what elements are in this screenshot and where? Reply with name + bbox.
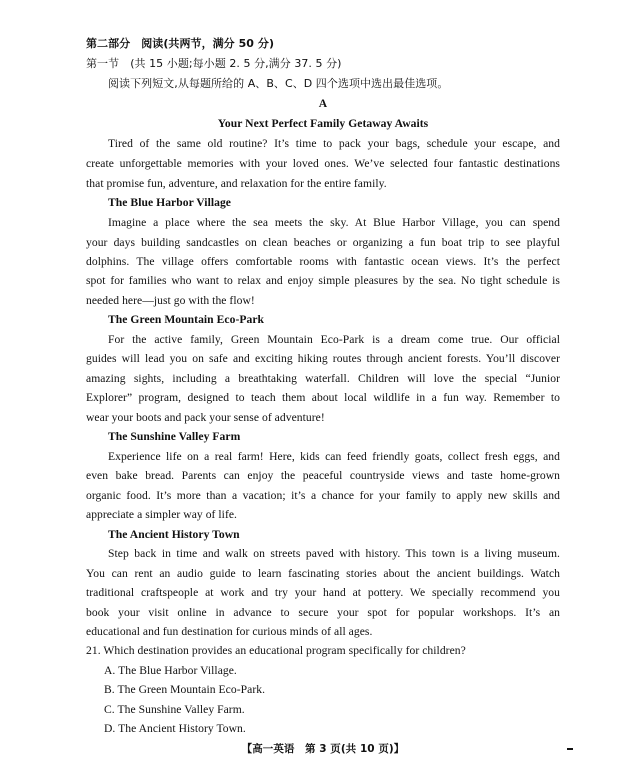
passage-title: Your Next Perfect Family Getaway Awaits [217, 117, 429, 130]
destination-heading: The Blue Harbor Village [108, 196, 231, 209]
paragraph-line: Experience life on a real farm! Here, kids can feed friendly goats, collect fresh eggs, and [108, 450, 560, 463]
corner-mark [567, 748, 573, 750]
paragraph-line: appreciate a simpler way of life. [86, 508, 238, 521]
answer-option-a: A. The Blue Harbor Village. [104, 664, 237, 677]
paragraph-line: your days building sandcastles on clean beaches or organizing a fun boat trip to see playful [86, 236, 560, 249]
part-heading: 第二部分 阅读(共两节，满分 50 分) [86, 37, 275, 50]
page-footer: 【高一英语 第 3 页(共 10 页)】 [241, 743, 405, 755]
paragraph-line: traditional craftspeople at work and try your hand at pottery. We specially recommend you [86, 586, 560, 599]
intro-line: Tired of the same old routine? It’s time to pack your bags, schedule your escape, and [108, 137, 560, 150]
section-heading: 第一节 (共 15 小题;每小题 2. 5 分,满分 37. 5 分) [86, 57, 342, 70]
paragraph-line: book your visit online in advance to secure your spot for popular workshops. It’s an [86, 606, 560, 619]
paragraph-line: educational and fun destination for curious minds of all ages. [86, 625, 373, 638]
instruction-text: 阅读下列短文,从每题所给的 A、B、C、D 四个选项中选出最佳选项。 [108, 77, 449, 90]
paragraph-line: even bake bread. Parents can enjoy the peaceful countryside views and taste home-grown [86, 469, 560, 482]
passage-letter: A [318, 97, 328, 110]
intro-line: that promise fun, adventure, and relaxation for the entire family. [86, 177, 387, 190]
answer-option-c: C. The Sunshine Valley Farm. [104, 703, 245, 716]
answer-option-d: D. The Ancient History Town. [104, 722, 246, 735]
destination-heading: The Green Mountain Eco-Park [108, 313, 265, 326]
paragraph-line: wear your boots and pack your sense of adventure! [86, 411, 325, 424]
paragraph-line: dolphins. The village offers comfortable rooms with fantastic ocean views. It’s the perfect [86, 255, 560, 268]
answer-option-b: B. The Green Mountain Eco-Park. [104, 683, 266, 696]
paragraph-line: spot for families who want to relax and enjoy simple pleasures by the sea. No tight schedule is [86, 274, 560, 287]
paragraph-line: amazing sights, including a breathtaking waterfall. Children will love the special “Junior [86, 372, 560, 385]
paragraph-line: Step back in time and walk on streets paved with history. This town is a living museum. [108, 547, 560, 560]
paragraph-line: Explorer” program, designed to teach them about local wildlife in a fun way. Remember to [86, 391, 560, 404]
intro-line: create unforgettable memories with your loved ones. We’ve selected four fantastic destinations [86, 157, 560, 170]
paragraph-line: organic food. It’s more than a vacation; it’s a chance for your family to apply new skills and [86, 489, 560, 502]
paragraph-line: For the active family, Green Mountain Eco-Park is a dream come true. Our official [108, 333, 560, 346]
paragraph-line: You can rent an audio guide to learn fascinating stories about the ancient buildings. Watch [86, 567, 560, 580]
destination-heading: The Ancient History Town [108, 528, 240, 541]
question-stem: 21. Which destination provides an educational program specifically for children? [86, 644, 466, 657]
paragraph-line: Imagine a place where the sea meets the sky. At Blue Harbor Village, you can spend [108, 216, 560, 229]
paragraph-line: needed here—just go with the flow! [86, 294, 255, 307]
destination-heading: The Sunshine Valley Farm [108, 430, 241, 443]
paragraph-line: guides will lead you on safe and exciting hiking routes through ancient forests. You’ll discover [86, 352, 560, 365]
